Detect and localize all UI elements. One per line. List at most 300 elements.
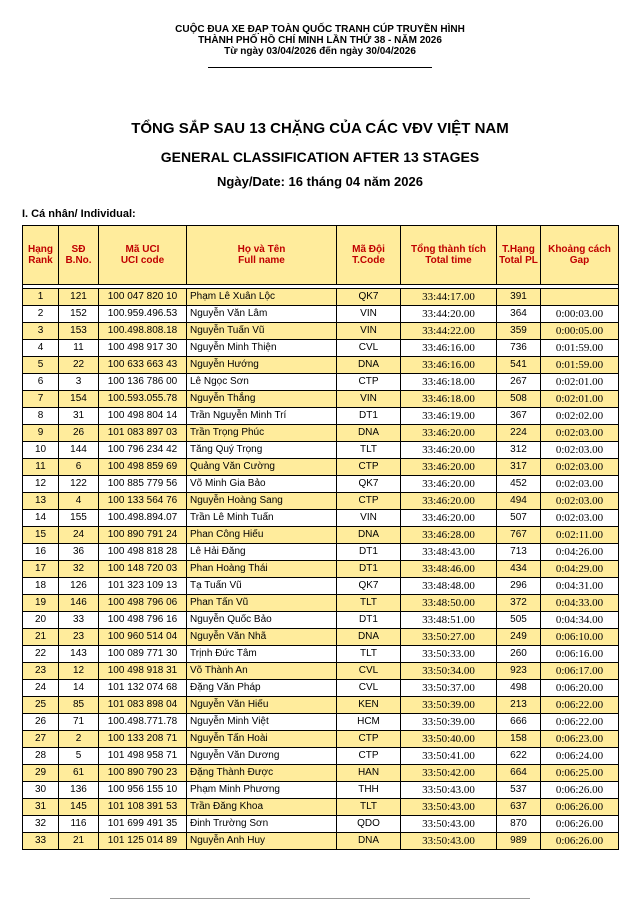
cell-rank: 27 [23,731,59,748]
cell-total-pl: 622 [497,748,541,765]
cell-rank: 19 [23,595,59,612]
cell-uci: 100.498.894.07 [99,510,187,527]
cell-total-time: 33:50:34.00 [401,663,497,680]
cell-gap: 0:06:20.00 [541,680,619,697]
cell-uci: 101 125 014 89 [99,833,187,850]
cell-total-time: 33:46:20.00 [401,476,497,493]
cell-total-pl: 213 [497,697,541,714]
col-header-rank: Hạng Rank [23,226,59,285]
cell-uci: 100 136 786 00 [99,374,187,391]
cell-uci: 101 323 109 13 [99,578,187,595]
cell-team: TLT [337,799,401,816]
cell-rank: 32 [23,816,59,833]
cell-total-time: 33:46:18.00 [401,391,497,408]
table-row [23,442,619,459]
cell-total-time: 33:46:20.00 [401,510,497,527]
table-row [23,476,619,493]
cell-uci: 100 089 771 30 [99,646,187,663]
table-row [23,697,619,714]
cell-bib: 22 [59,357,99,374]
cell-gap: 0:06:22.00 [541,714,619,731]
cell-uci: 100 498 818 28 [99,544,187,561]
col-header-team: Mã Đội T.Code [337,226,401,285]
table-row [23,782,619,799]
cell-gap: 0:06:23.00 [541,731,619,748]
cell-name: Nguyễn Tấn Hoài [187,731,337,748]
cell-gap: 0:06:26.00 [541,833,619,850]
cell-gap: 0:04:31.00 [541,578,619,595]
cell-total-pl: 224 [497,425,541,442]
cell-team: QK7 [337,578,401,595]
cell-team: DT1 [337,544,401,561]
cell-bib: 143 [59,646,99,663]
cell-bib: 153 [59,323,99,340]
table-row [23,374,619,391]
cell-uci: 100 498 917 30 [99,340,187,357]
cell-total-pl: 989 [497,833,541,850]
cell-total-pl: 260 [497,646,541,663]
cell-gap: 0:04:33.00 [541,595,619,612]
table-row [23,765,619,782]
cell-total-pl: 507 [497,510,541,527]
cell-total-pl: 494 [497,493,541,510]
table-row [23,408,619,425]
cell-team: QK7 [337,476,401,493]
cell-gap: 0:00:03.00 [541,306,619,323]
cell-rank: 31 [23,799,59,816]
cell-bib: 122 [59,476,99,493]
cell-name: Đặng Thành Được [187,765,337,782]
cell-total-time: 33:50:42.00 [401,765,497,782]
cell-bib: 155 [59,510,99,527]
cell-total-time: 33:48:50.00 [401,595,497,612]
cell-total-time: 33:48:43.00 [401,544,497,561]
cell-gap: 0:04:26.00 [541,544,619,561]
cell-uci: 100.959.496.53 [99,306,187,323]
table-header-row [23,226,619,285]
cell-team: VIN [337,391,401,408]
cell-uci: 100 498 796 06 [99,595,187,612]
cell-total-time: 33:46:20.00 [401,459,497,476]
cell-total-time: 33:46:18.00 [401,374,497,391]
cell-name: Võ Thành An [187,663,337,680]
cell-rank: 28 [23,748,59,765]
doc-title-vn: TỔNG SẮP SAU 13 CHẶNG CỦA CÁC VĐV VIỆT NAM [131,120,509,137]
cell-name: Trần Đăng Khoa [187,799,337,816]
cell-bib: 3 [59,374,99,391]
cell-total-time: 33:50:43.00 [401,782,497,799]
cell-gap: 0:02:03.00 [541,459,619,476]
cell-total-pl: 508 [497,391,541,408]
table-row [23,323,619,340]
cell-gap: 0:06:26.00 [541,816,619,833]
table-row [23,748,619,765]
cell-bib: 12 [59,663,99,680]
col-header-uci: Mã UCI UCI code [99,226,187,285]
cell-rank: 22 [23,646,59,663]
cell-name: Tăng Quý Trọng [187,442,337,459]
cell-team: CVL [337,680,401,697]
cell-uci: 100 956 155 10 [99,782,187,799]
cell-rank: 4 [23,340,59,357]
cell-name: Nguyễn Minh Việt [187,714,337,731]
table-row [23,816,619,833]
cell-bib: 11 [59,340,99,357]
table-row [23,714,619,731]
cell-total-time: 33:50:27.00 [401,629,497,646]
cell-uci: 100 133 564 76 [99,493,187,510]
cell-team: CTP [337,459,401,476]
cell-total-pl: 312 [497,442,541,459]
cell-rank: 13 [23,493,59,510]
cell-name: Phan Hoàng Thái [187,561,337,578]
cell-uci: 100 885 779 56 [99,476,187,493]
cell-uci: 101 108 391 53 [99,799,187,816]
cell-bib: 85 [59,697,99,714]
cell-rank: 12 [23,476,59,493]
cell-rank: 23 [23,663,59,680]
cell-total-time: 33:44:20.00 [401,306,497,323]
cell-team: CTP [337,374,401,391]
cell-team: VIN [337,323,401,340]
cell-uci: 100 498 796 16 [99,612,187,629]
cell-bib: 26 [59,425,99,442]
table-row [23,357,619,374]
cell-total-time: 33:46:16.00 [401,340,497,357]
col-header-time: Tổng thành tích Total time [401,226,497,285]
cell-gap: 0:02:03.00 [541,493,619,510]
cell-name: Nguyễn Hoàng Sang [187,493,337,510]
cell-name: Nguyễn Hướng [187,357,337,374]
cell-name: Đinh Trường Sơn [187,816,337,833]
cell-bib: 24 [59,527,99,544]
cell-name: Phan Tấn Vũ [187,595,337,612]
cell-bib: 33 [59,612,99,629]
cell-total-pl: 158 [497,731,541,748]
cell-rank: 16 [23,544,59,561]
cell-gap: 0:04:29.00 [541,561,619,578]
cell-name: Đặng Văn Pháp [187,680,337,697]
cell-name: Trần Trọng Phúc [187,425,337,442]
cell-rank: 24 [23,680,59,697]
table-row [23,510,619,527]
cell-total-time: 33:50:39.00 [401,697,497,714]
cell-bib: 36 [59,544,99,561]
cell-total-time: 33:46:19.00 [401,408,497,425]
cell-total-time: 33:50:40.00 [401,731,497,748]
cell-total-time: 33:48:46.00 [401,561,497,578]
cell-team: DT1 [337,612,401,629]
cell-team: DNA [337,833,401,850]
cell-uci: 101 083 898 04 [99,697,187,714]
table-row [23,612,619,629]
cell-total-pl: 736 [497,340,541,357]
cell-total-pl: 498 [497,680,541,697]
cell-rank: 5 [23,357,59,374]
cell-gap: 0:06:17.00 [541,663,619,680]
cell-total-time: 33:50:33.00 [401,646,497,663]
cell-total-pl: 296 [497,578,541,595]
cell-rank: 7 [23,391,59,408]
cell-team: KEN [337,697,401,714]
cell-bib: 21 [59,833,99,850]
cell-total-time: 33:46:20.00 [401,493,497,510]
col-header-gap: Khoảng cách Gap [541,226,619,285]
doc-title-en: GENERAL CLASSIFICATION AFTER 13 STAGES [160,149,480,165]
cell-total-pl: 541 [497,357,541,374]
cell-gap: 0:02:01.00 [541,374,619,391]
cell-name: Trần Lê Minh Tuấn [187,510,337,527]
cell-total-pl: 664 [497,765,541,782]
event-title-line2: THÀNH PHỐ HỒ CHÍ MINH LẦN THỨ 38 - NĂM 2026 [198,35,442,46]
cell-gap: 0:06:16.00 [541,646,619,663]
cell-bib: 14 [59,680,99,697]
cell-total-pl: 364 [497,306,541,323]
cell-total-pl: 767 [497,527,541,544]
cell-bib: 136 [59,782,99,799]
cell-rank: 26 [23,714,59,731]
cell-team: QDO [337,816,401,833]
cell-rank: 2 [23,306,59,323]
table-row [23,833,619,850]
cell-bib: 4 [59,493,99,510]
table-row [23,799,619,816]
cell-gap: 0:02:01.00 [541,391,619,408]
table-row [23,340,619,357]
cell-uci: 101 498 958 71 [99,748,187,765]
cell-team: DT1 [337,408,401,425]
cell-team: CTP [337,748,401,765]
cell-name: Phạm Minh Phương [187,782,337,799]
cell-gap: 0:00:05.00 [541,323,619,340]
cell-team: CTP [337,493,401,510]
table-row [23,629,619,646]
event-title-line1: CUỘC ĐUA XE ĐẠP TOÀN QUỐC TRANH CÚP TRUYỀN HÌNH [175,24,465,35]
cell-uci: 101 132 074 68 [99,680,187,697]
cell-bib: 146 [59,595,99,612]
cell-bib: 152 [59,306,99,323]
cell-team: HAN [337,765,401,782]
cell-bib: 23 [59,629,99,646]
cell-rank: 14 [23,510,59,527]
cell-team: CTP [337,731,401,748]
cell-rank: 21 [23,629,59,646]
cell-name: Phan Công Hiếu [187,527,337,544]
footer-divider [110,898,530,899]
cell-name: Nguyễn Quốc Bảo [187,612,337,629]
cell-bib: 5 [59,748,99,765]
cell-total-time: 33:50:43.00 [401,816,497,833]
cell-gap: 0:06:10.00 [541,629,619,646]
cell-gap: 0:06:26.00 [541,799,619,816]
cell-name: Nguyễn Văn Lâm [187,306,337,323]
cell-total-pl: 923 [497,663,541,680]
cell-team: DNA [337,527,401,544]
table-row [23,680,619,697]
cell-uci: 100 960 514 04 [99,629,187,646]
table-row [23,289,619,306]
cell-team: DNA [337,425,401,442]
cell-uci: 100.593.055.78 [99,391,187,408]
cell-rank: 1 [23,289,59,306]
header-divider [208,67,432,68]
cell-total-pl: 367 [497,408,541,425]
table-row [23,425,619,442]
cell-name: Nguyễn Văn Dương [187,748,337,765]
cell-rank: 25 [23,697,59,714]
cell-team: TLT [337,442,401,459]
cell-total-pl: 434 [497,561,541,578]
cell-total-pl: 249 [497,629,541,646]
cell-rank: 18 [23,578,59,595]
cell-uci: 100 633 663 43 [99,357,187,374]
cell-rank: 9 [23,425,59,442]
cell-team: CVL [337,663,401,680]
cell-bib: 144 [59,442,99,459]
cell-total-pl: 452 [497,476,541,493]
cell-total-pl: 666 [497,714,541,731]
cell-name: Nguyễn Văn Nhã [187,629,337,646]
cell-uci: 100 890 790 23 [99,765,187,782]
cell-total-pl: 317 [497,459,541,476]
cell-bib: 71 [59,714,99,731]
cell-name: Trịnh Đức Tâm [187,646,337,663]
cell-total-pl: 870 [497,816,541,833]
cell-gap: 0:02:03.00 [541,442,619,459]
cell-bib: 154 [59,391,99,408]
cell-total-time: 33:50:39.00 [401,714,497,731]
cell-uci: 100 498 804 14 [99,408,187,425]
cell-team: DNA [337,629,401,646]
cell-name: Phạm Lê Xuân Lộc [187,289,337,306]
cell-total-time: 33:44:22.00 [401,323,497,340]
cell-total-time: 33:48:48.00 [401,578,497,595]
table-body [23,285,619,850]
cell-rank: 20 [23,612,59,629]
table-row [23,391,619,408]
col-header-bib: SĐ B.No. [59,226,99,285]
cell-rank: 17 [23,561,59,578]
cell-team: VIN [337,510,401,527]
cell-rank: 33 [23,833,59,850]
cell-name: Tạ Tuấn Vũ [187,578,337,595]
cell-bib: 6 [59,459,99,476]
cell-total-pl: 391 [497,289,541,306]
cell-uci: 100 796 234 42 [99,442,187,459]
event-dates: Từ ngày 03/04/2026 đến ngày 30/04/2026 [224,46,416,57]
cell-rank: 30 [23,782,59,799]
cell-rank: 29 [23,765,59,782]
cell-gap: 0:06:26.00 [541,782,619,799]
cell-bib: 121 [59,289,99,306]
cell-rank: 15 [23,527,59,544]
cell-team: TLT [337,646,401,663]
cell-gap: 0:01:59.00 [541,340,619,357]
cell-bib: 126 [59,578,99,595]
cell-gap: 0:01:59.00 [541,357,619,374]
cell-name: Trần Nguyễn Minh Trí [187,408,337,425]
cell-total-time: 33:50:43.00 [401,799,497,816]
cell-name: Võ Minh Gia Bảo [187,476,337,493]
classification-table [22,225,619,850]
cell-bib: 61 [59,765,99,782]
cell-team: VIN [337,306,401,323]
cell-total-pl: 372 [497,595,541,612]
table-row [23,731,619,748]
cell-total-time: 33:48:51.00 [401,612,497,629]
cell-gap: 0:04:34.00 [541,612,619,629]
cell-team: DT1 [337,561,401,578]
cell-gap: 0:02:11.00 [541,527,619,544]
cell-uci: 100 148 720 03 [99,561,187,578]
cell-total-time: 33:46:20.00 [401,442,497,459]
cell-name: Nguyễn Tuấn Vũ [187,323,337,340]
cell-bib: 116 [59,816,99,833]
table-row [23,646,619,663]
cell-gap [541,289,619,306]
cell-uci: 100.498.771.78 [99,714,187,731]
section-label: I. Cá nhân/ Individual: [22,208,136,220]
table-row [23,459,619,476]
cell-name: Nguyễn Thắng [187,391,337,408]
cell-total-time: 33:46:16.00 [401,357,497,374]
cell-rank: 11 [23,459,59,476]
table-row [23,527,619,544]
cell-bib: 31 [59,408,99,425]
cell-team: THH [337,782,401,799]
table-row [23,663,619,680]
cell-gap: 0:02:02.00 [541,408,619,425]
cell-bib: 32 [59,561,99,578]
cell-uci: 100 047 820 10 [99,289,187,306]
cell-total-time: 33:44:17.00 [401,289,497,306]
cell-total-pl: 537 [497,782,541,799]
cell-total-time: 33:46:28.00 [401,527,497,544]
cell-total-pl: 505 [497,612,541,629]
table-row [23,561,619,578]
cell-name: Nguyễn Văn Hiếu [187,697,337,714]
cell-total-pl: 713 [497,544,541,561]
cell-rank: 3 [23,323,59,340]
cell-team: HCM [337,714,401,731]
cell-gap: 0:06:22.00 [541,697,619,714]
cell-name: Nguyễn Minh Thiện [187,340,337,357]
cell-uci: 100 498 918 31 [99,663,187,680]
cell-uci: 100 890 791 24 [99,527,187,544]
cell-team: TLT [337,595,401,612]
cell-name: Lê Ngọc Sơn [187,374,337,391]
table-row [23,306,619,323]
cell-name: Quảng Văn Cường [187,459,337,476]
cell-total-pl: 267 [497,374,541,391]
cell-gap: 0:02:03.00 [541,425,619,442]
cell-uci: 101 083 897 03 [99,425,187,442]
cell-total-pl: 359 [497,323,541,340]
cell-uci: 100 133 208 71 [99,731,187,748]
cell-name: Lê Hải Đăng [187,544,337,561]
cell-team: DNA [337,357,401,374]
cell-rank: 6 [23,374,59,391]
cell-name: Nguyễn Anh Huy [187,833,337,850]
cell-rank: 8 [23,408,59,425]
col-header-pl: T.Hạng Total PL [497,226,541,285]
cell-total-time: 33:50:43.00 [401,833,497,850]
cell-gap: 0:06:25.00 [541,765,619,782]
cell-bib: 145 [59,799,99,816]
cell-total-pl: 637 [497,799,541,816]
doc-date: Ngày/Date: 16 tháng 04 năm 2026 [217,174,423,189]
cell-uci: 101 699 491 35 [99,816,187,833]
